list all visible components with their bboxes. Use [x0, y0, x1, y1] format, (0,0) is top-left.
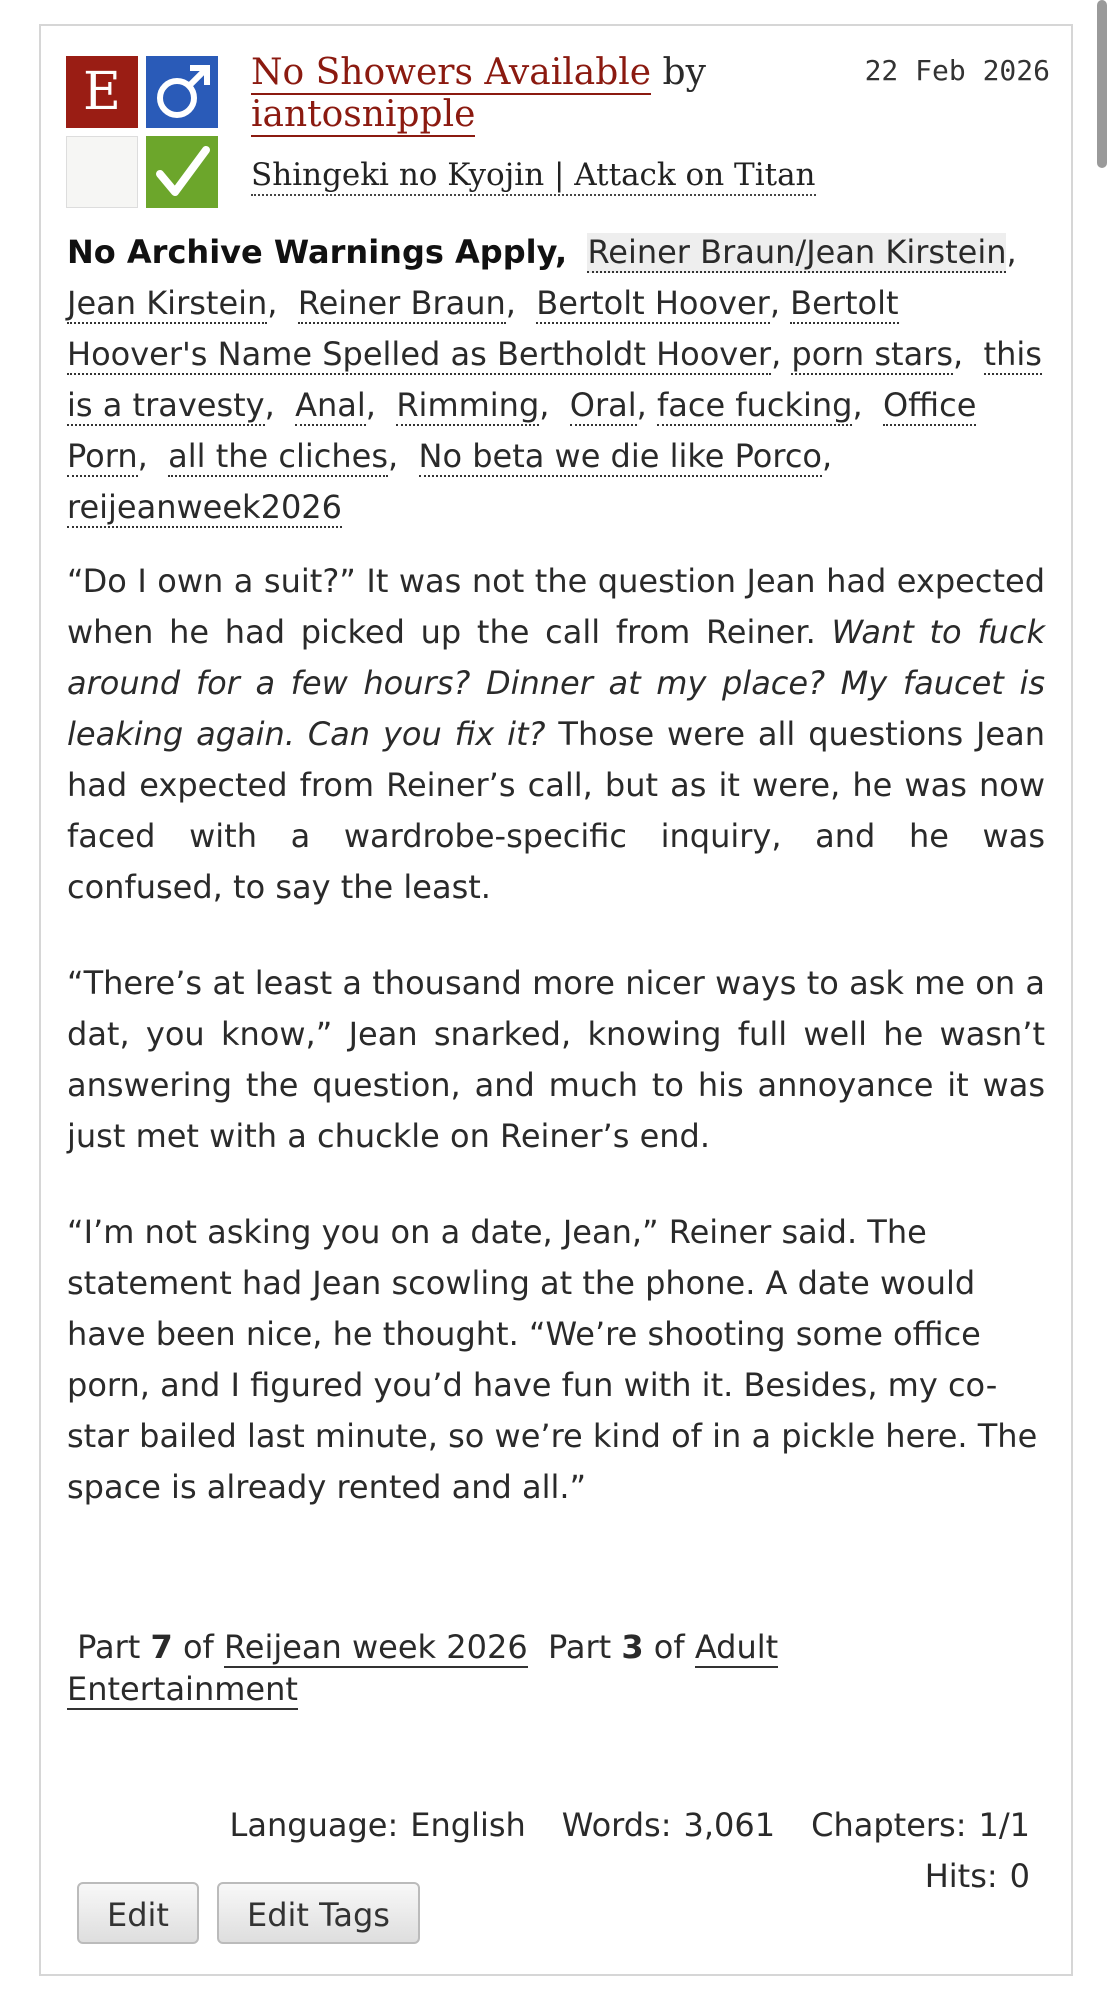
male-symbol-icon	[146, 56, 218, 128]
summary-paragraph: “There’s at least a thousand more nicer ways to ask me on a dat, you know,” Jean snarked, knowing full well he wasn’t answering the question, and much to his annoyance it was just met with a chuckle on Reiner’s end.	[67, 964, 1045, 1155]
series-part-number: 3	[621, 1628, 644, 1666]
series-link[interactable]: Adult Entertainment	[67, 1628, 779, 1708]
freeform-tag[interactable]: Anal	[295, 386, 366, 424]
freeform-tag[interactable]: reijeanweek2026	[67, 488, 343, 526]
explicit-rating-icon: E	[66, 56, 138, 128]
freeform-tag[interactable]: all the cliches	[168, 437, 388, 475]
freeform-tag[interactable]: No beta we die like Porco	[418, 437, 822, 475]
relationship-tag[interactable]: Reiner Braun/Jean Kirstein	[587, 233, 1007, 271]
freeform-tag[interactable]: this is a travesty	[67, 335, 1042, 424]
tag-list: No Archive Warnings Apply, Reiner Braun/Jean Kirstein, Jean Kirstein, Reiner Braun, Bertolt Hoover, Bertolt Hoover's Name Spelled as Bertholdt Hoover, porn stars, this is a travesty, Anal, Rimming, Oral, face fucking, Office Porn, all the cliches, No beta we die like Porco, reijeanweek2026	[67, 233, 1042, 526]
chapters-value: 1/1	[978, 1806, 1030, 1844]
scrollbar[interactable]	[1097, 0, 1107, 168]
work-heading	[251, 52, 851, 136]
hits-value: 0	[1009, 1857, 1030, 1895]
chapters-label: Chapters:	[811, 1806, 967, 1844]
work-title-link[interactable]: No Showers Available	[251, 52, 652, 93]
language-value: English	[410, 1806, 526, 1844]
by-label: by	[662, 52, 706, 93]
author-link[interactable]: iantosnipple	[251, 94, 476, 135]
series-list: Part 7 of Reijean week 2026 Part 3 of Adult Entertainment	[67, 1628, 779, 1708]
freeform-tag[interactable]: Rimming	[396, 386, 540, 424]
warning-tag[interactable]: No Archive Warnings Apply,	[67, 233, 568, 271]
character-tag[interactable]: Jean Kirstein	[67, 284, 268, 322]
hits-label: Hits:	[924, 1857, 998, 1895]
character-tag[interactable]: Bertolt Hoover	[536, 284, 770, 322]
blank-warning-icon	[66, 136, 138, 208]
freeform-tag[interactable]: Oral	[569, 386, 637, 424]
words-value: 3,061	[683, 1806, 776, 1844]
summary	[67, 556, 1045, 1558]
complete-checkmark-icon	[146, 136, 218, 208]
freeform-tag[interactable]: face fucking	[656, 386, 853, 424]
summary-paragraph: “Do I own a suit?” It was not the question Jean had expected when he had picked up the call from Reiner. Want to fuck around for a few hours? Dinner at my place? My faucet is leaking again. Can you fix it? Those were all questions Jean had expected from Reiner’s call, but as it were, he was now faced with a wardrobe-specific inquiry, and he was confused, to say the least.	[67, 562, 1046, 906]
publish-date: 22 Feb 2026	[864, 54, 1050, 87]
action-buttons	[77, 1882, 438, 1944]
edit-tags-button[interactable]: Edit Tags	[217, 1882, 420, 1944]
character-tag[interactable]: Reiner Braun	[297, 284, 506, 322]
series-part-number: 7	[150, 1628, 173, 1666]
summary-paragraph: “I’m not asking you on a date, Jean,” Reiner said. The statement had Jean scowling at the phone. A date would have been nice, he thought. “We’re shooting some office porn, and I figured you’d have fun with it. Besides, my co-star bailed last minute, so we’re kind of in a pickle here. The space is already rented and all.”	[67, 1213, 1038, 1506]
fandom-link[interactable]: Shingeki no Kyojin | Attack on Titan	[251, 156, 816, 196]
words-label: Words:	[561, 1806, 672, 1844]
summary-italic: Want to fuck around for a few hours? Dinner at my place? My faucet is leaking again. Can you fix it?	[67, 613, 1046, 753]
freeform-tag[interactable]: Bertolt Hoover's Name Spelled as Bertholdt Hoover	[67, 284, 899, 373]
required-tags	[66, 56, 222, 208]
freeform-tag[interactable]: Office Porn	[67, 386, 977, 475]
edit-button[interactable]: Edit	[77, 1882, 199, 1944]
series-link[interactable]: Reijean week 2026	[223, 1628, 528, 1666]
language-label: Language:	[229, 1806, 399, 1844]
freeform-tag[interactable]: porn stars	[791, 335, 953, 373]
